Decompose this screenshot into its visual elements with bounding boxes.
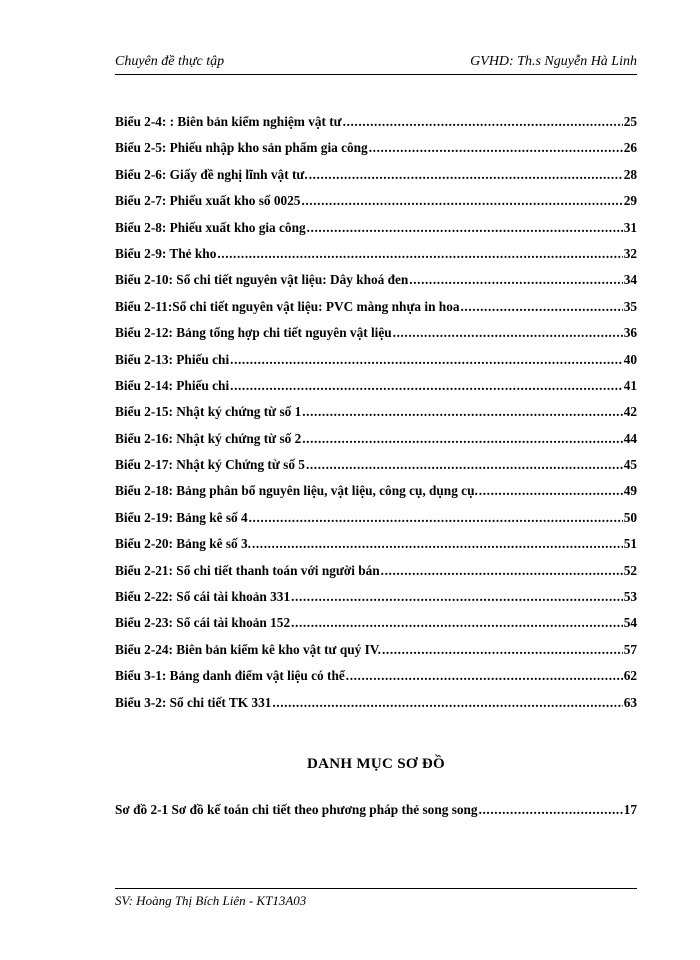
dot-leader xyxy=(252,536,623,552)
diagram-list xyxy=(115,802,637,828)
toc-entry-label: Sơ đồ 2-1 Sơ đồ kế toán chi tiết theo phương pháp thẻ song song xyxy=(115,802,478,817)
toc-entry-label: Biểu 2-13: Phiếu chi xyxy=(115,351,230,367)
header-title: Chuyên đề thực tập xyxy=(115,54,225,69)
dot-leader xyxy=(343,114,623,130)
toc-entry[interactable] xyxy=(115,272,637,298)
toc-entry-page: 31 xyxy=(623,219,637,235)
toc-entry[interactable] xyxy=(115,563,637,589)
toc-entry-label: Biểu 2-5: Phiếu nhập kho sản phẩm gia công xyxy=(115,140,368,156)
toc-entry[interactable] xyxy=(115,615,637,641)
toc-entry-label: Biểu 2-23: Sổ cái tài khoản 152 xyxy=(115,615,291,631)
toc-entry-page: 36 xyxy=(623,325,637,341)
toc-entry[interactable] xyxy=(115,167,637,193)
toc-entry-page: 63 xyxy=(623,694,637,710)
toc-entry-page: 42 xyxy=(623,404,637,420)
dot-leader xyxy=(369,140,623,156)
toc-entry-label: Biểu 3-1: Bảng danh điểm vật liệu có thể xyxy=(115,668,345,684)
toc-entry-page: 25 xyxy=(623,114,637,129)
toc-entry[interactable] xyxy=(115,431,637,457)
dot-leader xyxy=(249,510,623,526)
toc-entry-page: 41 xyxy=(623,377,637,393)
dot-leader xyxy=(302,404,622,420)
page-footer: SV: Hoàng Thị Bích Liên - KT13A03 xyxy=(115,888,637,909)
toc-entry-label: Biểu 2-16: Nhật ký chứng từ số 2 xyxy=(115,430,302,446)
toc-entry-page: 57 xyxy=(623,641,637,657)
toc-entry[interactable] xyxy=(115,510,637,536)
toc-entry-page: 32 xyxy=(623,245,637,261)
toc-entry-page: 35 xyxy=(623,298,637,314)
toc-entry[interactable] xyxy=(115,802,637,828)
dot-leader xyxy=(461,299,623,315)
toc-entry-page: 53 xyxy=(623,589,637,605)
toc-entry-label: Biểu 3-2: Sổ chi tiết TK 331 xyxy=(115,694,272,710)
section-title: DANH MỤC SƠ ĐỒ xyxy=(307,756,445,772)
dot-leader xyxy=(217,246,622,262)
toc-entry[interactable] xyxy=(115,483,637,509)
dot-leader xyxy=(479,802,623,818)
toc-entry-page: 50 xyxy=(623,509,637,525)
dot-leader xyxy=(346,668,623,684)
toc-entry-label: Biểu 2-6: Giấy đề nghị lĩnh vật tư. xyxy=(115,166,308,182)
dot-leader xyxy=(302,431,622,447)
toc-entry[interactable] xyxy=(115,457,637,483)
toc-entry-page: 28 xyxy=(623,166,637,182)
dot-leader xyxy=(307,220,623,236)
toc-entry[interactable] xyxy=(115,140,637,166)
header-instructor: GVHD: Th.s Nguyễn Hà Linh xyxy=(470,54,637,69)
toc-entry-page: 54 xyxy=(623,615,637,631)
page-header xyxy=(115,52,637,75)
toc-entry-label: Biểu 2-17: Nhật ký Chứng từ số 5 xyxy=(115,457,305,473)
toc-entry-page: 26 xyxy=(623,140,637,156)
toc-entry-label: Biểu 2-4: : Biên bản kiểm nghiệm vật tư xyxy=(115,114,342,129)
dot-leader xyxy=(291,615,623,631)
toc-entry[interactable] xyxy=(115,404,637,430)
toc-entry-page: 44 xyxy=(623,430,637,446)
toc-entry-label: Biểu 2-11:Sổ chi tiết nguyên vật liệu: PVC màng nhựa in hoa xyxy=(115,298,460,314)
toc-entry[interactable] xyxy=(115,589,637,615)
dot-leader xyxy=(272,695,622,711)
toc-entry-label: Biểu 2-20: Bảng kê số 3. xyxy=(115,536,251,552)
toc-entry-label: Biểu 2-12: Bảng tổng hợp chi tiết nguyên vật liệu xyxy=(115,325,392,341)
toc-entry-label: Biểu 2-8: Phiếu xuất kho gia công xyxy=(115,219,306,235)
toc-entry-label: Biểu 2-14: Phiếu chi xyxy=(115,377,230,393)
toc-entry-label: Biểu 2-15: Nhật ký chứng từ số 1 xyxy=(115,404,302,420)
toc-entry-page: 62 xyxy=(623,668,637,684)
dot-leader xyxy=(306,457,623,473)
toc-entry[interactable] xyxy=(115,325,637,351)
toc-entry[interactable] xyxy=(115,220,637,246)
toc-entry[interactable] xyxy=(115,642,637,668)
dot-leader xyxy=(479,483,623,499)
toc-entry-page: 52 xyxy=(623,562,637,578)
toc-entry[interactable] xyxy=(115,299,637,325)
dot-leader xyxy=(309,167,623,183)
toc-entry[interactable] xyxy=(115,193,637,219)
dot-leader xyxy=(230,378,623,394)
toc-entry-label: Biểu 2-24: Biên bản kiểm kê kho vật tư quý IV. xyxy=(115,641,381,657)
toc-entry[interactable] xyxy=(115,668,637,694)
toc-entry-page: 51 xyxy=(623,536,637,552)
toc-entry-label: Biểu 2-21: Sổ chi tiết thanh toán với người bán xyxy=(115,562,380,578)
toc-entry-label: Biểu 2-18: Bảng phân bổ nguyên liệu, vật liệu, công cụ, dụng cụ. xyxy=(115,483,478,499)
dot-leader xyxy=(291,589,623,605)
toc-entry-label: Biểu 2-9: Thẻ kho xyxy=(115,245,217,261)
toc-entry[interactable] xyxy=(115,246,637,272)
toc-entry[interactable] xyxy=(115,114,637,140)
toc-entry-page: 49 xyxy=(623,483,637,499)
toc-entry-page: 29 xyxy=(623,193,637,209)
dot-leader xyxy=(409,272,622,288)
table-list xyxy=(115,114,637,721)
dot-leader xyxy=(382,642,623,658)
toc-entry-page: 34 xyxy=(623,272,637,288)
dot-leader xyxy=(301,193,622,209)
toc-entry-page: 40 xyxy=(623,351,637,367)
dot-leader xyxy=(230,352,623,368)
toc-entry-label: Biểu 2-7: Phiếu xuất kho số 0025 xyxy=(115,193,301,209)
dot-leader xyxy=(381,563,623,579)
toc-entry[interactable] xyxy=(115,536,637,562)
toc-entry[interactable] xyxy=(115,695,637,721)
toc-entry[interactable] xyxy=(115,352,637,378)
toc-entry-label: Biểu 2-10: Sổ chi tiết nguyên vật liệu: Dây khoá đen xyxy=(115,272,409,288)
toc-entry-page: 45 xyxy=(623,457,637,473)
toc-entry-page: 17 xyxy=(623,802,637,817)
toc-entry-label: Biểu 2-22: Sổ cái tài khoản 331 xyxy=(115,589,291,605)
toc-entry-label: Biểu 2-19: Bảng kê số 4 xyxy=(115,509,248,525)
toc-entry[interactable] xyxy=(115,378,637,404)
dot-leader xyxy=(393,325,623,341)
